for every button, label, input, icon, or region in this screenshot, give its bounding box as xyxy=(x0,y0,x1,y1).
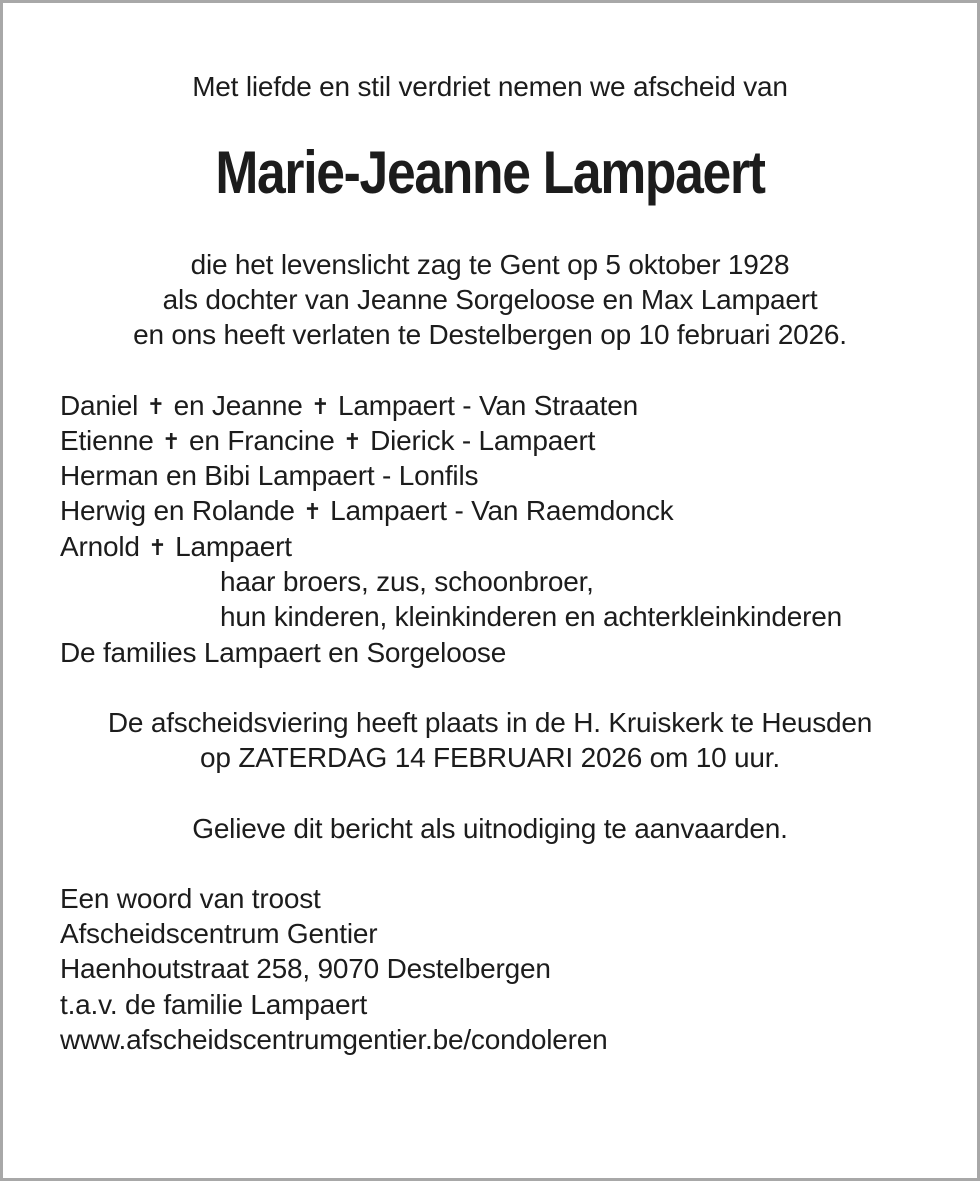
condolence-link[interactable]: www.afscheidscentrumgentier.be/condoleren xyxy=(60,1024,608,1055)
birth-info-line-1: die het levenslicht zag te Gent op 5 oktober 1928 xyxy=(190,249,790,280)
family-line-3: Herman en Bibi Lampaert - Lonfils xyxy=(60,460,479,491)
birth-info-line-3: en ons heeft verlaten te Destelbergen op 10 februari 2026. xyxy=(133,319,847,350)
family-surname: Lampaert - Van Straaten xyxy=(338,390,638,421)
family-member: Arnold xyxy=(60,531,140,562)
ceremony-line-2: op ZATERDAG 14 FEBRUARI 2026 om 10 uur. xyxy=(200,742,780,773)
deceased-name: Marie-Jeanne Lampaert xyxy=(215,139,765,206)
contact-line-4: t.a.v. de familie Lampaert xyxy=(60,989,368,1020)
family-indent-1: haar broers, zus, schoonbroer, xyxy=(220,566,594,597)
cross-icon: ✝ xyxy=(311,394,330,419)
invitation-text: Gelieve dit bericht als uitnodiging te aanvaarden. xyxy=(192,813,788,844)
family-surname: Lampaert - Van Raemdonck xyxy=(330,495,674,526)
family-line-4 xyxy=(60,493,673,530)
contact-line-1: Een woord van troost xyxy=(60,883,321,914)
cross-icon: ✝ xyxy=(162,429,181,454)
cross-icon: ✝ xyxy=(343,429,362,454)
cross-icon: ✝ xyxy=(303,499,322,524)
family-surname: Lampaert xyxy=(175,531,292,562)
family-member: Herwig en Rolande xyxy=(60,495,295,526)
intro-text: Met liefde en stil verdriet nemen we afscheid van xyxy=(192,71,788,102)
family-member: Etienne xyxy=(60,425,154,456)
cross-icon: ✝ xyxy=(146,394,166,419)
family-line-2 xyxy=(60,423,595,460)
family-line-1 xyxy=(60,388,638,425)
family-line-6: De families Lampaert en Sorgeloose xyxy=(60,637,507,668)
contact-line-2: Afscheidscentrum Gentier xyxy=(60,918,378,949)
family-indent-2: hun kinderen, kleinkinderen en achterkleinkinderen xyxy=(220,601,842,632)
cross-icon: ✝ xyxy=(148,535,167,560)
birth-info-line-2: als dochter van Jeanne Sorgeloose en Max Lampaert xyxy=(162,284,818,315)
contact-line-3: Haenhoutstraat 258, 9070 Destelbergen xyxy=(60,953,551,984)
family-member: en Jeanne xyxy=(173,390,303,421)
ceremony-line-1: De afscheidsviering heeft plaats in de H. Kruiskerk te Heusden xyxy=(107,707,873,738)
family-surname: Dierick - Lampaert xyxy=(370,425,596,456)
family-member: en Francine xyxy=(189,425,335,456)
family-member: Daniel xyxy=(60,390,139,421)
family-line-5 xyxy=(60,529,292,566)
